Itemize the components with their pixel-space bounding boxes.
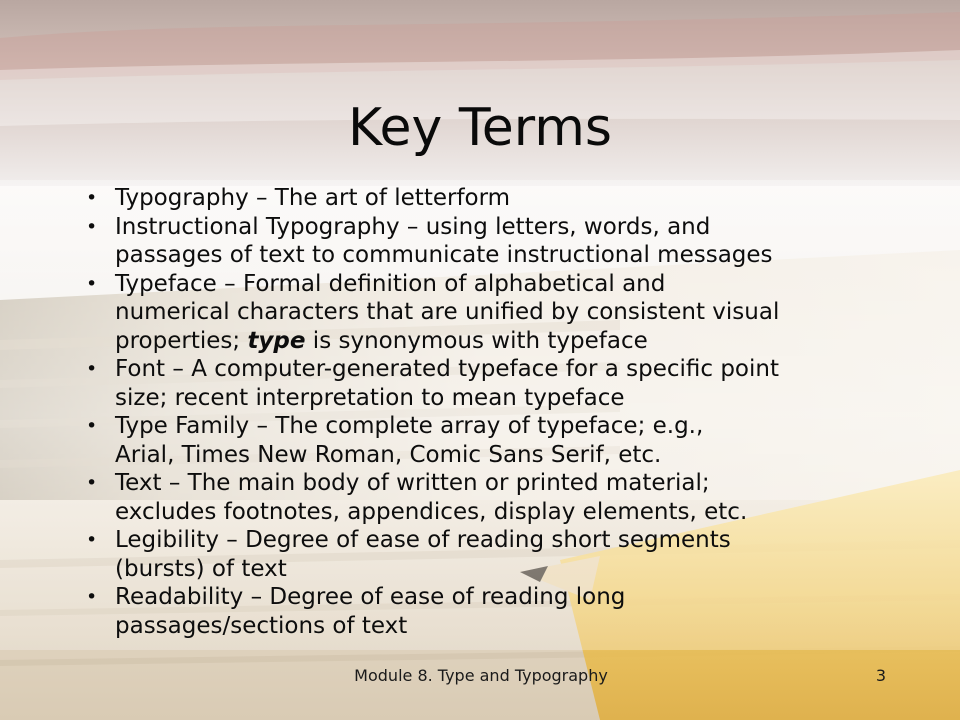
bullet-icon: • [86, 272, 98, 295]
term-line: Font – A computer-generated typeface for a specific point [115, 356, 779, 382]
term-line: Typeface – Formal definition of alphabetical and [115, 270, 666, 297]
list-item [84, 270, 884, 356]
list-item [84, 469, 884, 526]
bullet-icon: • [86, 529, 98, 551]
term-line: Text – The main body of written or printed material; [115, 470, 710, 496]
term-line: passages of text to communicate instructional messages [115, 242, 773, 268]
bullet-icon: • [86, 358, 98, 380]
bullet-icon: • [86, 472, 98, 494]
term-line: Arial, Times New Roman, Comic Sans Serif, etc. [115, 441, 662, 468]
term-line: Readability – Degree of ease of reading long [115, 584, 626, 610]
bullet-icon: • [86, 187, 98, 209]
footer-title: Module 8. Type and Typography [354, 666, 608, 685]
bullet-icon: • [86, 415, 98, 437]
list-item [84, 213, 884, 270]
page-title: Key Terms [348, 98, 612, 158]
term-line: (bursts) of text [115, 555, 287, 582]
term-emphasis: type [247, 327, 306, 354]
term-line: numerical characters that are unified by consistent visual [115, 299, 780, 325]
term-line: properties; [115, 327, 248, 354]
bullet-icon: • [86, 586, 98, 608]
list-item [84, 184, 884, 213]
term-line: Instructional Typography – using letters, words, and [115, 213, 711, 240]
term-line: size; recent interpretation to mean typeface [115, 384, 625, 411]
list-item [84, 583, 884, 640]
key-terms-list [84, 184, 884, 640]
term-line: is synonymous with typeface [305, 327, 648, 354]
list-item [84, 355, 884, 412]
list-item [84, 412, 884, 469]
term-line: excludes footnotes, appendices, display elements, etc. [115, 498, 748, 525]
term-line: Legibility – Degree of ease of reading short segments [115, 527, 731, 553]
footer [0, 664, 960, 688]
term-line: Type Family – The complete array of typeface; e.g., [115, 413, 704, 439]
term-line: passages/sections of text [115, 612, 408, 639]
list-item [84, 526, 884, 583]
bullet-icon: • [86, 215, 98, 238]
page-number: 3 [875, 666, 886, 685]
term-line: Typography – The art of letterform [115, 185, 511, 211]
